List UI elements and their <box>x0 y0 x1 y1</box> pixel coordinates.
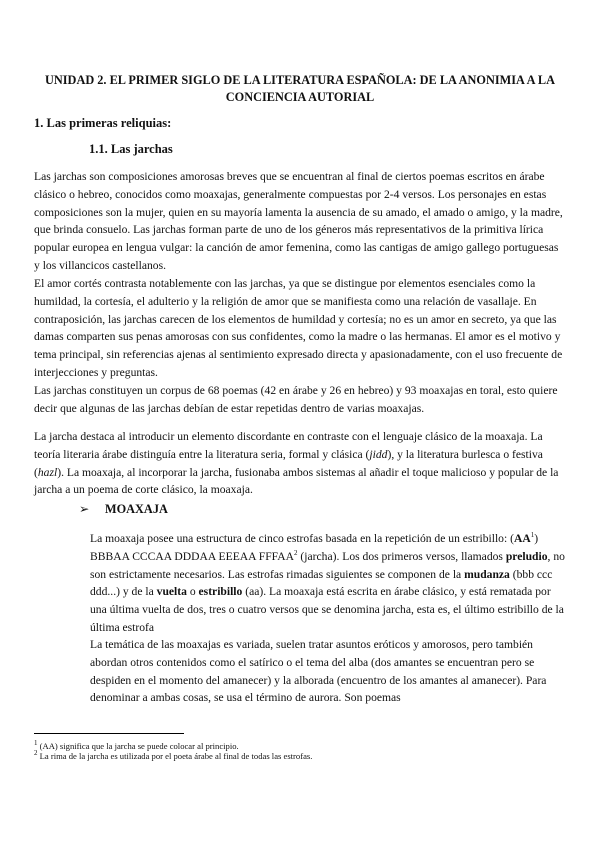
term-aa: AA <box>513 532 531 545</box>
text-run: ), y la literatura burlesca o festiva ( <box>34 447 543 479</box>
paragraph-amor-cortes: El amor cortés contrasta notablemente con las jarchas, ya que se distingue por elementos esenciales como la humildad, la cortesía, el adulterio y la religión de amor que se manifiesta como una relación de vasallaje. En contraposición, las jarchas carecen de los elementos de humildad y cortesía; no es un amor en secreto, ya que las damas comparten sus penas amorosas con sus confidentes, como la madre o las hermanas. El amor es el motivo y tema principal, sin referencias ajenas al sentimiento expresado directa y apasionadamente, con el uso frecuente de interjecciones y preguntas. <box>34 277 563 379</box>
paragraph-moaxaja-structure <box>90 530 566 637</box>
text-run: ). La moaxaja, al incorporar la jarcha, fusionaba ambos sistemas al añadir el toque malicioso y popular de la jarcha a un poema de corte clásico, la moaxaja. <box>34 465 559 497</box>
arrow-bullet-icon: ➢ <box>79 502 90 516</box>
footnote-text-1: (AA) significa que la jarcha se puede colocar al principio. <box>37 741 239 751</box>
term-preludio: preludio <box>505 549 548 563</box>
footnote-2 <box>34 751 312 762</box>
term-mudanza: mudanza <box>464 567 510 581</box>
subsection-heading: 1.1. Las jarchas <box>89 142 173 156</box>
text-run: (bbb ccc ddd...) y de la <box>90 567 553 599</box>
text-run: La jarcha destaca al introducir un elemento discordante en contraste con el lenguaje clásico de la moaxaja. La teoría literaria árabe distinguía entre la literatura seria, formal y clásica ( <box>34 430 543 461</box>
text-run: , no son estrictamente necesarios. Las estrofas rimadas siguientes se componen de la <box>90 549 565 581</box>
section-heading: 1. Las primeras reliquias: <box>34 116 172 130</box>
paragraph-jarchas-definition: Las jarchas son composiciones amorosas breves que se encuentran al final de ciertos poemas escritos en árabe clásico o hebreo, conocidos como moaxajas, generalmente compuestas por 2-4 versos. Los personajes en estas composiciones son la mujer, quien en su mayoría lamenta la ausencia de su amado, el amado o amigo, y la madre, que brinda consuelo. Las jarchas forman parte de uno de los géneros más representativos de la primitiva lírica popular europea en lengua vulgar: la canción de amor femenina, como las cantigas de amigo gallego portuguesas y los villancicos castellanos. <box>34 170 563 272</box>
paragraph-jarcha-contrast <box>34 428 566 499</box>
text-run: (aa). La moaxaja está escrita en árabe clásico, y está rematada por una última vuelta de dos, tres o cuatro versos que se denomina jarcha, esta es, el último estribillo de la última estrofa <box>90 585 564 634</box>
bullet-label: MOAXAJA <box>105 502 168 516</box>
bullet-heading-moaxaja <box>79 502 168 517</box>
term-vuelta: vuelta <box>156 585 187 599</box>
text-run: (jarcha). Los dos primeros versos, llamados <box>297 549 506 563</box>
footnote-mark-2: 2 <box>34 749 38 758</box>
term-hazl: hazl <box>37 465 58 479</box>
footnote-separator <box>34 733 184 734</box>
paragraph-corpus: Las jarchas constituyen un corpus de 68 poemas (42 en árabe y 26 en hebreo) y 93 moaxajas en toral, esto quiere decir que algunas de las jarchas debían de estar repetidas dentro de varias moaxajas. <box>34 384 558 415</box>
paragraph-moaxaja-themes: La temática de las moaxajas es variada, suelen tratar asuntos eróticos y amorosos, pero también abordan otros contenidos como el satírico o el tema del alba (dos amantes se encuentran pero se despiden en el momento del amanecer) y la alborada (encuentro de los amantes al amanecer). Para denominar a ambas cosas, se usa el término de aurora. Son poemas <box>90 638 547 705</box>
document-title: UNIDAD 2. EL PRIMER SIGLO DE LA LITERATURA ESPAÑOLA: DE LA ANONIMIA A LA CONCIENCIA AUTORIAL <box>45 73 555 104</box>
footnote-mark-1: 1 <box>34 739 38 748</box>
term-jidd: jidd <box>369 447 388 461</box>
term-estribillo: estribillo <box>198 585 243 599</box>
text-run: o <box>186 585 199 599</box>
text-run: ) BBBAA CCCAA DDDAA EEEAA FFFAA <box>90 532 539 563</box>
text-run: La moaxaja posee una estructura de cinco estrofas basada en la repetición de un estribillo: ( <box>90 532 514 545</box>
footnote-ref-2[interactable]: 2 <box>294 548 298 557</box>
footnote-text-2: La rima de la jarcha es utilizada por el poeta árabe al final de todas las estrofas. <box>37 751 313 761</box>
footnote-ref-1[interactable]: 1 <box>530 531 535 540</box>
